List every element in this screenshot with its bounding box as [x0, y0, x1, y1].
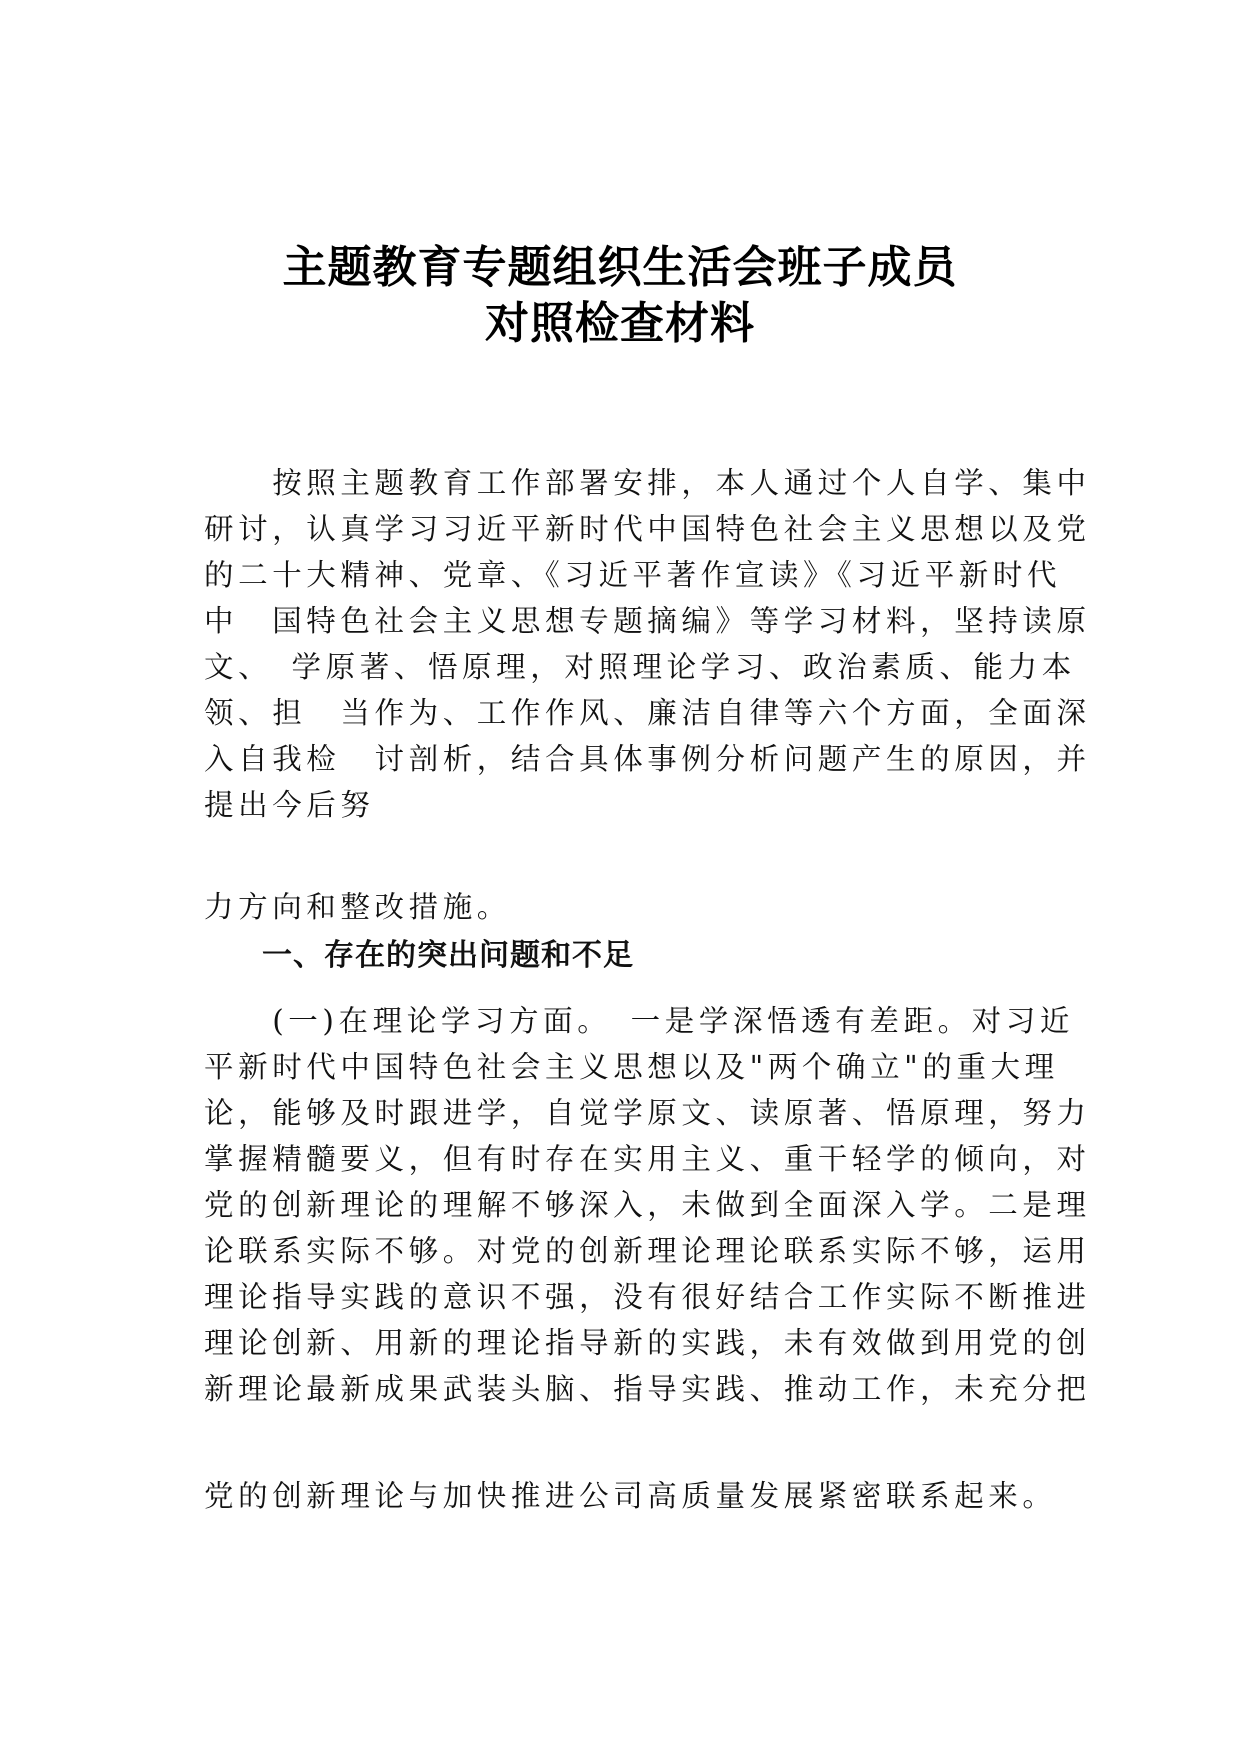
intro-tail-line: 力方向和整改措施。	[204, 890, 511, 924]
section-line: 理论指导实践的意识不强，没有很好结合工作实际不断推进	[204, 1280, 1091, 1314]
intro-line: 按照主题教育工作部署安排，本人通过个人自学、集中	[204, 466, 1091, 500]
section-line: 新理论最新成果武装头脑、指导实践、推动工作，未充分把	[204, 1372, 1091, 1406]
section-paragraph	[204, 998, 1091, 1412]
section-line: 党的创新理论的理解不够深入，未做到全面深入学。二是理	[204, 1188, 1091, 1222]
section-heading: 一、存在的突出问题和不足	[262, 938, 634, 973]
section-line: (一)在理论学习方面。 一是学深悟透有差距。对习近	[204, 1004, 1074, 1038]
intro-line: 领、担 当作为、工作作风、廉洁自律等六个方面，全面深	[204, 696, 1091, 730]
intro-line: 文、 学原著、悟原理，对照理论学习、政治素质、能力本	[204, 650, 1076, 684]
intro-line: 中 国特色社会主义思想专题摘编》等学习材料，坚持读原	[204, 604, 1091, 638]
intro-line: 研讨，认真学习习近平新时代中国特色社会主义思想以及党	[204, 512, 1091, 546]
section-last-line: 党的创新理论与加快推进公司高质量发展紧密联系起来。	[204, 1479, 1057, 1513]
title-line-2: 对照检查材料	[485, 298, 755, 349]
document-title	[0, 240, 1240, 352]
intro-paragraph	[204, 460, 1091, 828]
section-line: 掌握精髓要义，但有时存在实用主义、重干轻学的倾向，对	[204, 1142, 1091, 1176]
section-line: 平新时代中国特色社会主义思想以及"两个确立"的重大理	[204, 1050, 1059, 1084]
section-line: 论联系实际不够。对党的创新理论理论联系实际不够，运用	[204, 1234, 1091, 1268]
intro-line: 提出今后努	[204, 788, 375, 822]
section-line: 论，能够及时跟进学，自觉学原文、读原著、悟原理，努力	[204, 1096, 1091, 1130]
title-line-1: 主题教育专题组织生活会班子成员	[282, 242, 958, 293]
section-line: 理论创新、用新的理论指导新的实践，未有效做到用党的创	[204, 1326, 1091, 1360]
intro-line: 的二十大精神、党章、《习近平著作宣读》《习近平新时代	[204, 558, 1062, 592]
intro-line: 入自我检 讨剖析，结合具体事例分析问题产生的原因，并	[204, 742, 1091, 776]
